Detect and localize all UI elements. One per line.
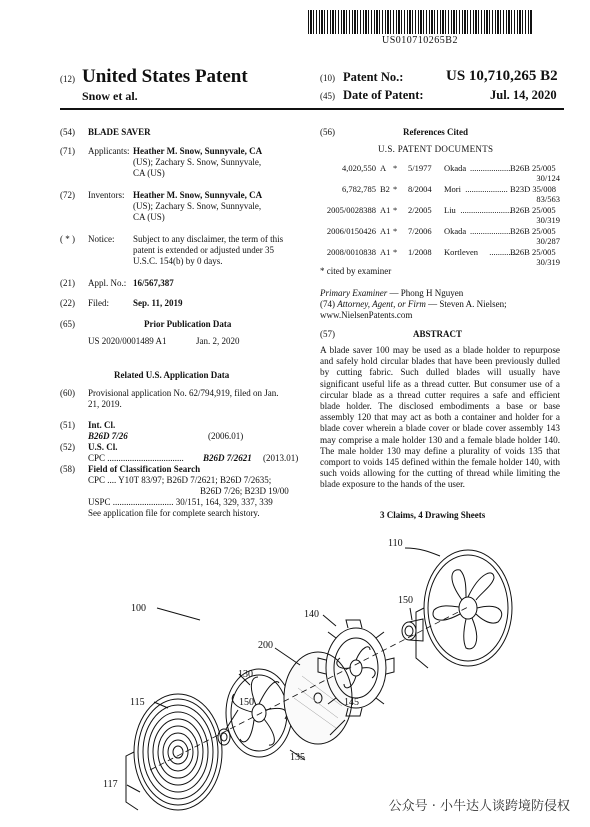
notice-line3: U.S.C. 154(b) by 0 days. [133, 256, 223, 266]
label-145: 145 [344, 697, 359, 708]
header-divider [60, 108, 564, 110]
patent-authors: Snow et al. [82, 89, 138, 103]
filed-code: (22) [60, 298, 75, 308]
reference-star: * [393, 163, 398, 173]
base-assembly [126, 694, 222, 810]
label-130: 130 [238, 669, 253, 680]
reference-number: 6,782,785 [342, 184, 376, 194]
reference-number: 2008/0010838 [326, 247, 376, 257]
reference-name: Kortleven [444, 247, 478, 257]
invention-title: BLADE SAVER [88, 127, 151, 137]
patent-number: US 10,710,265 B2 [446, 68, 558, 84]
prior-number: US 2020/0001489 A1 [88, 336, 167, 346]
reference-number: 4,020,550 [342, 163, 376, 173]
inventors-line2: (US); Zachary S. Snow, Sunnyvale, [133, 201, 262, 211]
intcl-value: B26D 7/26 [88, 431, 128, 441]
reference-name: Mori [444, 184, 461, 194]
reference-kind: B2 [380, 184, 390, 194]
reference-dots: ................... [470, 226, 511, 236]
reference-kind: A [380, 163, 387, 173]
reference-dots: ................... [470, 163, 511, 173]
attorney-website: www.NielsenPatents.com [320, 310, 413, 320]
watermark: 公众号 · 小牛达人谈跨境防侵权 [388, 799, 570, 814]
reference-subclass: 83/563 [536, 194, 560, 204]
applicants-code: (71) [60, 146, 75, 156]
patent-no-label: Patent No.: [343, 70, 404, 84]
label-200: 200 [258, 640, 273, 651]
prov-code: (60) [60, 388, 75, 398]
reference-name: Okada [444, 226, 467, 236]
title-code: (54) [60, 127, 75, 137]
field-line2: B26D 7/26; B23D 19/00 [200, 486, 289, 496]
reference-star: * [393, 184, 398, 194]
intcl-year: (2006.01) [208, 431, 244, 441]
reference-dots: ........................ [460, 205, 512, 215]
reference-date: 7/2006 [408, 226, 432, 236]
barcode-number: US010710265B2 [382, 35, 458, 46]
notice-line1: Subject to any disclaimer, the term of this [133, 234, 284, 244]
patent-title: United States Patent [82, 66, 248, 87]
attorney-name: — Steven A. Nielsen; [425, 299, 507, 309]
exploded-drawing [0, 530, 590, 827]
label-140: 140 [304, 609, 319, 620]
label-150-left: 150 [239, 697, 254, 708]
reference-subclass: 30/124 [536, 173, 560, 183]
label-115: 115 [130, 697, 145, 708]
prior-code: (65) [60, 319, 75, 329]
notice-label: Notice: [88, 234, 115, 244]
field-code: (58) [60, 464, 75, 474]
reference-class: B23D 35/008 [510, 184, 557, 194]
attorney-line [320, 299, 507, 310]
filed-date: Sep. 11, 2019 [133, 298, 183, 308]
cpc-label: CPC .................................. [88, 453, 184, 463]
cited-by-examiner: * cited by examiner [320, 266, 392, 276]
reference-star: * [393, 205, 398, 215]
label-100: 100 [131, 603, 146, 614]
reference-date: 5/1977 [408, 163, 432, 173]
inventors-label: Inventors: [88, 190, 125, 200]
inventors-line3: CA (US) [133, 212, 165, 222]
applicants-line1: Heather M. Snow, Sunnyvale, CA [133, 146, 263, 156]
reference-date: 8/2004 [408, 184, 432, 194]
date-code: (45) [320, 91, 335, 101]
applicants-label: Applicants: [88, 146, 130, 156]
hub-right [402, 619, 423, 641]
reference-date: 2/2005 [408, 205, 432, 215]
reference-kind: A1 [380, 205, 391, 215]
refs-subtitle: U.S. PATENT DOCUMENTS [378, 144, 494, 154]
reference-class: B26B 25/005 [510, 163, 556, 173]
hub-left [218, 729, 230, 745]
intcl-code: (51) [60, 420, 75, 430]
examiner-line [320, 288, 463, 299]
related-title: Related U.S. Application Data [114, 370, 230, 380]
uscl-label: U.S. Cl. [88, 442, 118, 452]
inventors-line1: Heather M. Snow, Sunnyvale, CA [133, 190, 263, 200]
label-110: 110 [388, 538, 403, 549]
reference-kind: A1 [380, 247, 391, 257]
reference-date: 1/2008 [408, 247, 432, 257]
inventors-code: (72) [60, 190, 75, 200]
reference-subclass: 30/287 [536, 236, 560, 246]
examiner-label: Primary Examiner [320, 288, 388, 298]
reference-subclass: 30/319 [536, 215, 560, 225]
appl-number: 16/567,387 [133, 278, 174, 288]
attorney-label: Attorney, Agent, or Firm [337, 299, 426, 309]
reference-name: Okada [444, 163, 467, 173]
kind-code: (12) [60, 74, 75, 84]
field-label: Field of Classification Search [88, 464, 201, 474]
reference-class: B26B 25/005 [510, 247, 556, 257]
reference-star: * [393, 226, 398, 236]
examiner-name: — Phong H Nguyen [387, 288, 464, 298]
uscl-code: (52) [60, 442, 75, 452]
reference-name: Liu [444, 205, 456, 215]
prior-title: Prior Publication Data [144, 319, 232, 329]
prior-date: Jan. 2, 2020 [196, 336, 240, 346]
reference-number: 2005/0028388 [326, 205, 376, 215]
applicants-line3: CA (US) [133, 168, 165, 178]
attorney-code: (74) [320, 299, 335, 309]
reference-star: * [393, 247, 398, 257]
applicants-line2: (US); Zachary S. Snow, Sunnyvale, [133, 157, 262, 167]
label-150-right: 150 [398, 595, 413, 606]
filed-label: Filed: [88, 298, 110, 308]
notice-code: ( * ) [60, 234, 75, 244]
patent-date: Jul. 14, 2020 [490, 88, 557, 102]
cpc-year: (2013.01) [263, 453, 299, 463]
appl-code: (21) [60, 278, 75, 288]
refs-title: References Cited [403, 127, 469, 137]
field-line3: USPC ........................... 30/151, 164, 329, 337, 339 [88, 497, 273, 507]
claims-sheets: 3 Claims, 4 Drawing Sheets [380, 510, 486, 520]
intcl-label: Int. Cl. [88, 420, 116, 430]
cpc-value: B26D 7/2621 [203, 453, 252, 463]
date-label: Date of Patent: [343, 88, 424, 102]
reference-dots: .................... [465, 184, 508, 194]
prov-line1: Provisional application No. 62/794,919, filed on Jan. [88, 388, 279, 398]
barcode [308, 10, 532, 34]
reference-kind: A1 [380, 226, 391, 236]
abstract-title: ABSTRACT [413, 329, 463, 339]
label-135: 135 [290, 752, 305, 763]
reference-class: B26B 25/005 [510, 205, 556, 215]
notice-line2: patent is extended or adjusted under 35 [133, 245, 274, 255]
abstract-text: A blade saver 100 may be used as a blade holder to repurpose and safely hold circular blades that have been previously dulled by cutting fabric. Such dulled blades will usually have significant useful life as a thread cutter. But consumer use of a circular blade as a thread cutter requires a safe and efficient blade holder. The disclosed embodiments a base or base assembly 120 that may act as both a container and holder for a blade cover wherein a blade cover or blade cover assembly 143 may comprise a male holder 130 and a female blade holder 140. The male holder 130 may define a plurality of voids 135 that comport to voids 145 defined within the female holder 140, with such voids allowing for the cutting of thread while limiting the blade exposure to the hands of the user. [320, 345, 560, 490]
field-line1: CPC .... Y10T 83/97; B26D 7/2621; B26D 7/2635; [88, 475, 272, 485]
appl-label: Appl. No.: [88, 278, 127, 288]
prov-line2: 21, 2019. [88, 399, 122, 409]
field-line4: See application file for complete search history. [88, 508, 260, 518]
patent-no-code: (10) [320, 73, 335, 83]
refs-code: (56) [320, 127, 335, 137]
reference-number: 2006/0150426 [326, 226, 376, 236]
reference-subclass: 30/319 [536, 257, 560, 267]
reference-class: B26B 25/005 [510, 226, 556, 236]
label-117: 117 [103, 779, 118, 790]
reference-dots: ............. [489, 247, 517, 257]
abstract-code: (57) [320, 329, 335, 339]
